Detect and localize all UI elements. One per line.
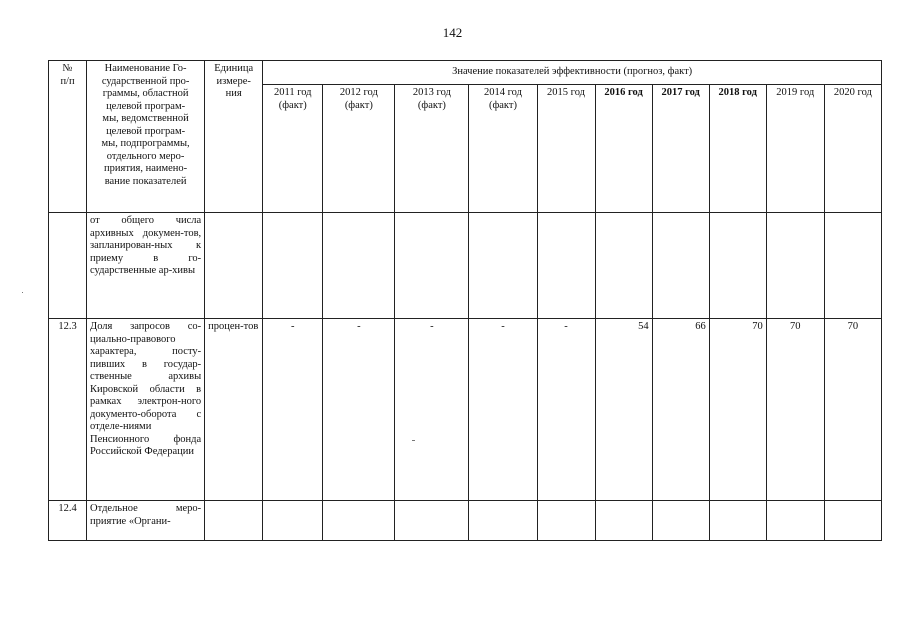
scan-speck: [412, 440, 415, 441]
row-value: [652, 501, 709, 541]
header-year: [537, 85, 595, 213]
row-unit: процен-тов: [205, 319, 263, 501]
header-number: № п/п: [49, 61, 87, 213]
header-year: [766, 85, 824, 213]
row-unit: [205, 501, 263, 541]
header-year-label: 2014 год: [483, 87, 522, 98]
table-row: [49, 213, 882, 319]
row-value: [766, 501, 824, 541]
row-value: -: [263, 319, 323, 501]
row-value: [469, 213, 537, 319]
header-name: Наименование Го- сударственной про- граммы, областной целевой програм- мы, ведомственной целевой програм- мы, подпрограммы, отдельного меро- приятия, наимено- вание показателей: [87, 61, 205, 213]
header-year: [323, 85, 395, 213]
row-value: [469, 501, 537, 541]
row-indicator-name: от общего числа архивных докумен-тов, запланирован-ных к приему в го-сударственные ар-хивы: [87, 213, 205, 319]
row-value: [395, 213, 469, 319]
header-year-sub: (факт): [344, 99, 373, 111]
row-value: [709, 213, 766, 319]
row-value: [824, 501, 881, 541]
table-row: [49, 501, 882, 541]
row-value: [263, 501, 323, 541]
row-number: 12.3: [49, 319, 87, 501]
row-value: [323, 213, 395, 319]
header-year-label: 2013 год: [412, 87, 451, 98]
row-value: 70: [766, 319, 824, 501]
header-year: [595, 85, 652, 213]
header-year-sub: (факт): [278, 99, 307, 111]
header-year-label: 2020 год: [833, 87, 872, 98]
row-value: [537, 213, 595, 319]
header-values-group: Значение показателей эффективности (прогноз, факт): [263, 61, 882, 85]
header-year-label: 2019 год: [776, 87, 815, 98]
header-year-sub: (факт): [417, 99, 446, 111]
row-value: 54: [595, 319, 652, 501]
row-value: [537, 501, 595, 541]
row-indicator-name: Доля запросов со-циально-правового характера, посту-пивших в государ-ственные архивы Кировской области в рамках электрон-ного документо-оборота с отделе-ниями Пенсионного фонда Российской Федерации: [87, 319, 205, 501]
table-row: [49, 319, 882, 501]
row-value: [595, 213, 652, 319]
header-year-label: 2015 год: [547, 87, 586, 98]
header-year-label: 2016 год: [604, 87, 643, 98]
header-year-label: 2017 год: [661, 87, 700, 98]
header-year: [652, 85, 709, 213]
scan-speck: [22, 292, 23, 293]
row-value: -: [537, 319, 595, 501]
row-indicator-name: Отдельное меро-приятие «Органи-: [87, 501, 205, 541]
row-value: 70: [709, 319, 766, 501]
row-value: -: [395, 319, 469, 501]
row-value: [323, 501, 395, 541]
row-value: -: [323, 319, 395, 501]
header-year: [263, 85, 323, 213]
table-body: [49, 213, 882, 541]
header-year-label: 2012 год: [339, 87, 378, 98]
header-year-label: 2018 год: [718, 87, 757, 98]
row-unit: [205, 213, 263, 319]
header-year: [395, 85, 469, 213]
row-value: 70: [824, 319, 881, 501]
header-year-sub: (факт): [488, 99, 517, 111]
page-number: 142: [442, 25, 463, 40]
row-value: [824, 213, 881, 319]
row-value: [395, 501, 469, 541]
row-value: [709, 501, 766, 541]
header-year: [709, 85, 766, 213]
row-value: 66: [652, 319, 709, 501]
header-year: [469, 85, 537, 213]
row-value: [263, 213, 323, 319]
row-number: 12.4: [49, 501, 87, 541]
row-value: -: [469, 319, 537, 501]
header-year-label: 2011 год: [273, 87, 312, 98]
row-number: [49, 213, 87, 319]
row-value: [595, 501, 652, 541]
header-year: [824, 85, 881, 213]
header-unit: Единица измере- ния: [205, 61, 263, 213]
row-value: [652, 213, 709, 319]
indicators-table: [48, 60, 882, 541]
row-value: [766, 213, 824, 319]
